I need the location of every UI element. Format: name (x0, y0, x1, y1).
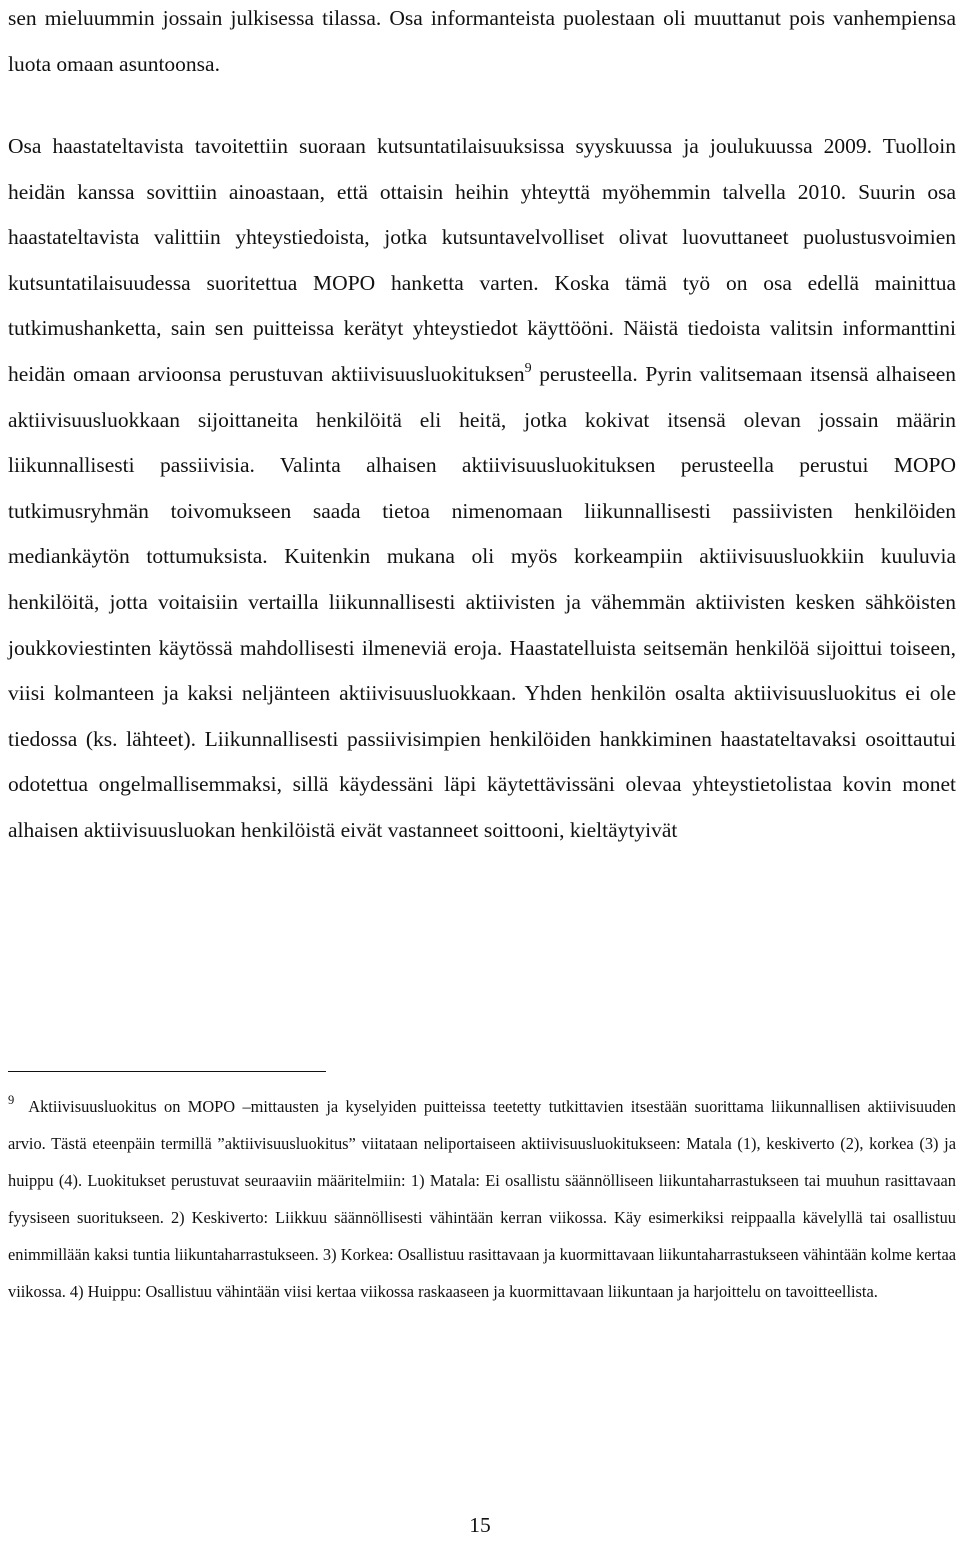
footnote-number: 9 (8, 1093, 15, 1107)
footnote (8, 1089, 956, 1310)
footnote-separator (8, 1071, 326, 1072)
footnote-text: Aktiivisuusluokitus on MOPO –mittausten ja kyselyiden puitteissa teetetty tutkittavien itsestään suorittama liikunnallisen aktiivisuuden arvio. Tästä eteenpäin termillä ”aktiivisuusluokitus” viitataan neliportaiseen aktiivisuusluokitukseen: Matala (1), keskiverto (2), korkea (3) ja huippu (4). Luokitukset perustuvat seuraaviin määritelmiin: 1) Matala: Ei osallistu säännölliseen liikuntaharrastukseen tai muuhun rasittavaan fyysiseen suoritukseen. 2) Keskiverto: Liikkuu säännöllisesti vähintään kerran viikossa. Käy esimerkiksi reippaalla kävelyllä tai osallistuu enimmillään kaksi tuntia liikuntaharrastukseen. 3) Korkea: Osallistuu rasittavaan ja kuormittavaan liikuntaharrastukseen vähintään kolme kertaa viikossa. 4) Huippu: Osallistuu vähintään viisi kertaa viikossa raskaaseen ja kuormittavaan liikuntaan ja harjoittelu on tavoitteellista. (8, 1097, 956, 1301)
paragraph-text-before-ref: Osa haastateltavista tavoitettiin suoraan kutsuntatilaisuuksissa syyskuussa ja joulukuussa 2009. Tuolloin heidän kanssa sovittiin ainoastaan, että ottaisin heihin yhteyttä myöhemmin talvella 2010. Suurin osa haastateltavista valittiin yhteystiedoista, jotka kutsuntavelvolliset olivat luovuttaneet puolustusvoimien kutsuntatilaisuudessa suoritettua MOPO hanketta varten. Koska tämä työ on osa edellä mainittua tutkimushanketta, sain sen puitteissa kerätyt yhteystiedot käyttööni. Näistä tiedoista valitsin informanttini heidän omaan arvioonsa perustuvan aktiivisuusluokituksen (8, 134, 956, 386)
paragraph-continued (8, 0, 956, 87)
paragraph-text: sen mieluummin jossain julkisessa tilassa. Osa informanteista puolestaan oli muuttanut pois vanhempiensa luota omaan asuntoonsa. (8, 6, 956, 76)
page-number: 15 (469, 1513, 491, 1537)
footnote-reference[interactable]: 9 (524, 360, 532, 376)
paragraph-informants (8, 124, 956, 854)
paragraph-text-after-ref: perusteella. Pyrin valitsemaan itsensä alhaiseen aktiivisuusluokkaan sijoittaneita henkilöitä eli heitä, jotka kokivat itsensä olevan jossain määrin liikunnallisesti passiivisia. Valinta alhaisen aktiivisuusluokituksen perusteella perustui MOPO tutkimusryhmän toivomukseen saada tietoa nimenomaan liikunnallisesti passiivisten henkilöiden mediankäytön tottumuksista. Kuitenkin mukana oli myös korkeampiin aktiivisuusluokkiin kuuluvia henkilöitä, jotta voitaisiin vertailla liikunnallisesti aktiivisten ja vähemmän aktiivisten kesken sähköisten joukkoviestinten käytössä mahdollisesti ilmeneviä eroja. Haastatelluista seitsemän henkilöä sijoittui toiseen, viisi kolmanteen ja kaksi neljänteen aktiivisuusluokkaan. Yhden henkilön osalta aktiivisuusluokitus ei ole tiedossa (ks. lähteet). Liikunnallisesti passiivisimpien henkilöiden hankkiminen haastateltavaksi osoittautui odotettua ongelmallisemmaksi, sillä käydessäni läpi käytettävissäni olevaa yhteystietolistaa kovin monet alhaisen aktiivisuusluokan henkilöistä eivät vastanneet soittooni, kieltäytyivät (8, 361, 957, 842)
